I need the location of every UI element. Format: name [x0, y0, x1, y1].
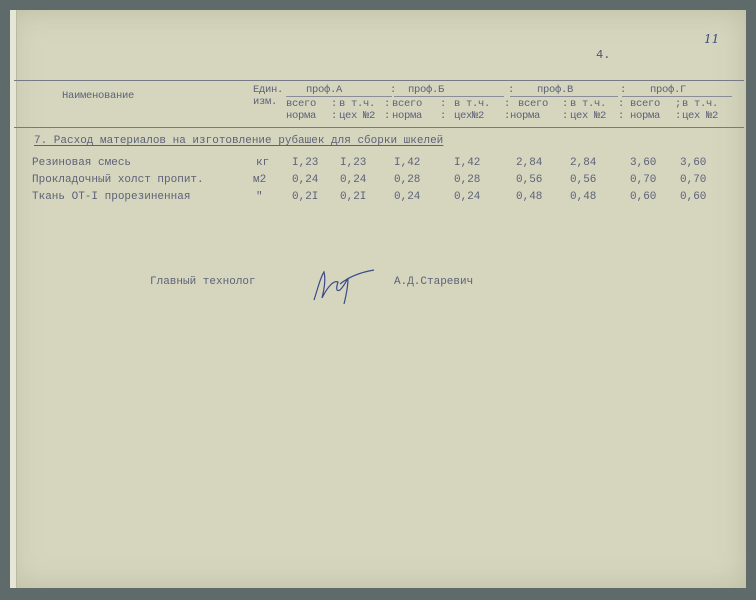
row-value: 3,60: [680, 157, 707, 169]
row-unit: м2: [253, 174, 267, 186]
separator: :: [384, 98, 391, 110]
separator: :: [504, 110, 511, 122]
separator: :: [440, 98, 447, 110]
sub-header: цех №2: [339, 110, 376, 122]
section-title: 7. Расход материалов на изготовление рубашек для сборки шкелей: [34, 135, 444, 147]
row-value: 0,60: [680, 191, 707, 203]
row-value: 0,28: [394, 174, 421, 186]
row-name: Ткань ОТ-I прорезиненная: [32, 191, 191, 203]
row-value: 0,24: [340, 174, 367, 186]
row-value: 0,56: [570, 174, 597, 186]
separator: :: [675, 110, 682, 122]
row-value: I,23: [340, 157, 367, 169]
sub-header: норма: [286, 110, 317, 122]
handwritten-page-number: 11: [704, 32, 720, 46]
signatory-title: Главный технолог: [150, 276, 256, 288]
row-value: 0,70: [680, 174, 707, 186]
row-value: 0,24: [292, 174, 319, 186]
sub-header: норма: [392, 110, 423, 122]
header-unit-line1: Един.: [253, 84, 284, 96]
row-value: 0,24: [394, 191, 421, 203]
row-unit: кг: [256, 157, 270, 169]
sub-header: в т.ч.: [339, 98, 376, 110]
page-number: 4.: [596, 48, 611, 62]
row-value: 0,2I: [292, 191, 319, 203]
group-prof-g: проф.Г: [650, 84, 687, 96]
sub-header: норма: [630, 110, 661, 122]
separator: :: [620, 84, 627, 96]
separator: :: [331, 98, 338, 110]
group-prof-a: проф.А: [306, 84, 343, 96]
row-value: 3,60: [630, 157, 657, 169]
row-unit: ": [256, 191, 263, 203]
row-value: 0,24: [454, 191, 481, 203]
header-unit-line2: изм.: [253, 96, 278, 108]
document-page: [10, 10, 746, 588]
handwritten-signature: [306, 262, 378, 308]
group-rule: [510, 96, 618, 97]
sub-header: всего: [286, 98, 317, 110]
sub-header: всего: [630, 98, 661, 110]
separator: :: [390, 84, 397, 96]
row-value: I,42: [454, 157, 481, 169]
separator: ;: [675, 98, 682, 110]
sub-header: цех №2: [570, 110, 607, 122]
row-value: 0,70: [630, 174, 657, 186]
row-value: 0,48: [516, 191, 543, 203]
separator: :: [384, 110, 391, 122]
row-value: 0,2I: [340, 191, 367, 203]
separator: :: [618, 110, 625, 122]
signatory-name: А.Д.Старевич: [394, 276, 474, 288]
row-value: I,42: [394, 157, 421, 169]
binding-edge: [10, 10, 17, 588]
row-name: Резиновая смесь: [32, 157, 132, 169]
header-bottom-rule: [14, 127, 744, 128]
row-name: Прокладочный холст пропит.: [32, 174, 204, 186]
sub-header: в т.ч.: [682, 98, 719, 110]
group-rule: [394, 96, 504, 97]
sub-header: цех №2: [682, 110, 719, 122]
row-value: 0,28: [454, 174, 481, 186]
group-rule: [286, 96, 392, 97]
sub-header: норма: [510, 110, 541, 122]
row-value: I,23: [292, 157, 319, 169]
row-value: 2,84: [516, 157, 543, 169]
sub-header: цех№2: [454, 110, 485, 122]
separator: :: [331, 110, 338, 122]
sub-header: всего: [392, 98, 423, 110]
row-value: 2,84: [570, 157, 597, 169]
sub-header: в т.ч.: [570, 98, 607, 110]
separator: :: [618, 98, 625, 110]
separator: :: [508, 84, 515, 96]
header-name: Наименование: [62, 90, 135, 102]
row-value: 0,56: [516, 174, 543, 186]
header-top-rule: [14, 80, 744, 81]
separator: :: [440, 110, 447, 122]
sub-header: в т.ч.: [454, 98, 491, 110]
sub-header: всего: [518, 98, 549, 110]
row-value: 0,60: [630, 191, 657, 203]
separator: :: [504, 98, 511, 110]
group-prof-b: проф.Б: [408, 84, 445, 96]
group-rule: [622, 96, 732, 97]
separator: :: [562, 110, 569, 122]
separator: :: [562, 98, 569, 110]
row-value: 0,48: [570, 191, 597, 203]
group-prof-v: проф.В: [537, 84, 574, 96]
